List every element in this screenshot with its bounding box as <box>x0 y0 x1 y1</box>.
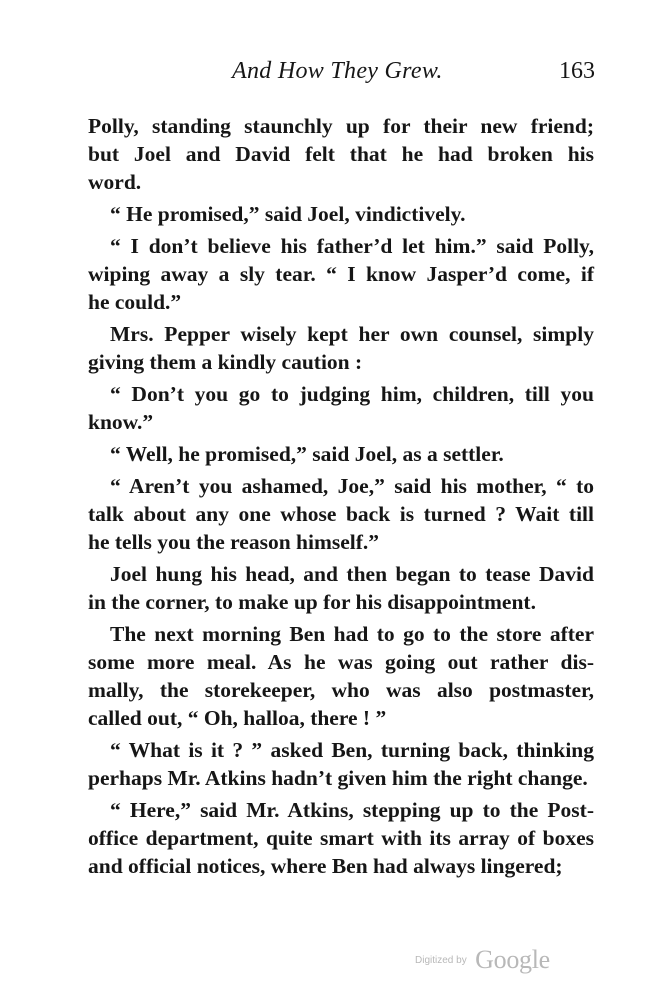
text-line: word. <box>88 170 142 194</box>
paragraph <box>88 320 594 376</box>
text-line: in the corner, to make up for his disappointment. <box>88 590 536 614</box>
body-text <box>88 112 594 880</box>
google-logo: Google <box>475 945 550 974</box>
text-line: office department, quite smart with its array of boxes <box>88 826 594 850</box>
paragraph <box>88 380 594 436</box>
text-line: mally, the storekeeper, who was also postmaster, <box>88 678 594 702</box>
text-line: “ Here,” said Mr. Atkins, stepping up to the Post- <box>110 798 594 822</box>
text-line: “ He promised,” said Joel, vindictively. <box>110 202 466 226</box>
text-line: perhaps Mr. Atkins hadn’t given him the right change. <box>88 766 588 790</box>
text-line: he tells you the reason himself.” <box>88 530 380 554</box>
text-line: Mrs. Pepper wisely kept her own counsel, simply <box>110 322 594 346</box>
paragraph <box>88 200 594 228</box>
text-line: “ Don’t you go to judging him, children, till you <box>110 382 594 406</box>
paragraph <box>88 796 594 880</box>
text-line: “ I don’t believe his father’d let him.” said Polly, <box>110 234 594 258</box>
text-line: talk about any one whose back is turned ? Wait till <box>88 502 594 526</box>
text-line: called out, “ Oh, halloa, there ! ” <box>88 706 387 730</box>
paragraph <box>88 232 594 316</box>
paragraph <box>88 736 594 792</box>
text-line: Joel hung his head, and then began to tease David <box>110 562 594 586</box>
paragraph <box>88 560 594 616</box>
digitized-by-google-watermark <box>415 945 550 975</box>
page-number: 163 <box>559 58 595 84</box>
text-line: Polly, standing staunchly up for their new friend; <box>88 114 594 138</box>
paragraph <box>88 472 594 556</box>
watermark-prefix: Digitized by <box>415 954 467 966</box>
text-line: giving them a kindly caution : <box>88 350 363 374</box>
paragraph <box>88 440 594 468</box>
paragraph <box>88 112 594 196</box>
text-line: and official notices, where Ben had always lingered; <box>88 854 563 878</box>
text-line: some more meal. As he was going out rather dis- <box>88 650 594 674</box>
text-line: “ Well, he promised,” said Joel, as a settler. <box>110 442 504 466</box>
paragraph <box>88 620 594 732</box>
text-line: wiping away a sly tear. “ I know Jasper’d come, if <box>88 262 594 286</box>
text-line: he could.” <box>88 290 182 314</box>
text-line: but Joel and David felt that he had broken his <box>88 142 594 166</box>
text-line: “ Aren’t you ashamed, Joe,” said his mother, “ to <box>110 474 594 498</box>
text-line: “ What is it ? ” asked Ben, turning back, thinking <box>110 738 594 762</box>
text-line: know.” <box>88 410 154 434</box>
running-title: And How They Grew. <box>232 58 443 84</box>
page-header <box>0 58 667 92</box>
text-line: The next morning Ben had to go to the store after <box>110 622 594 646</box>
